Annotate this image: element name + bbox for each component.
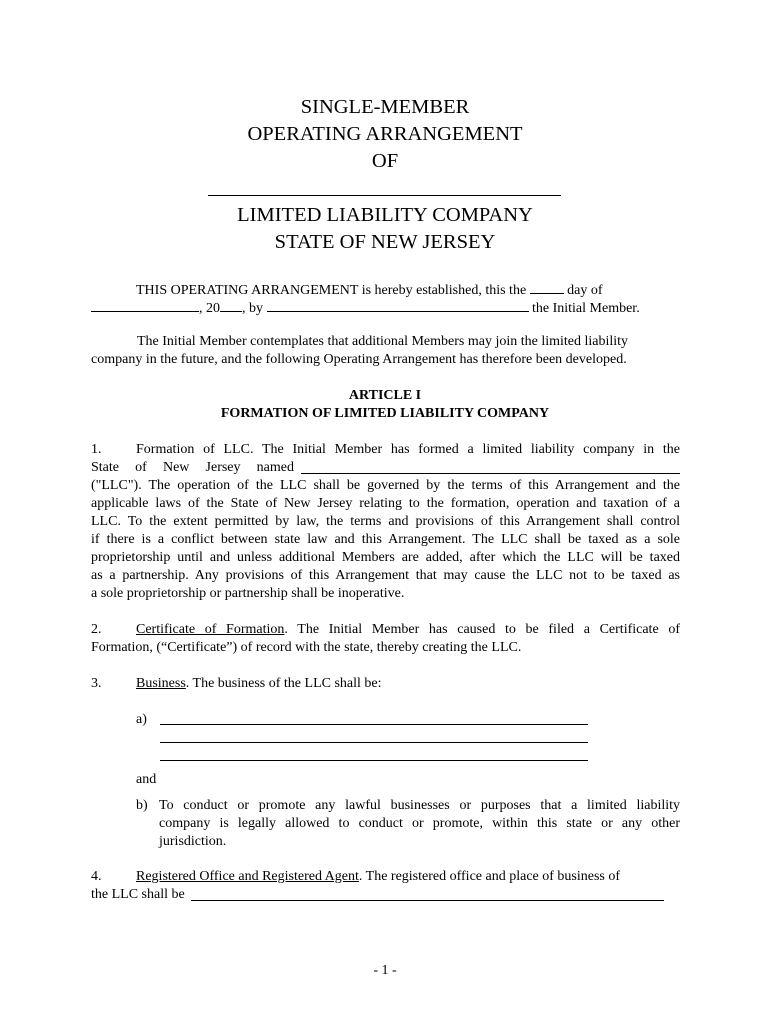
sec2-line-1-rest: . The Initial Member has caused to be filed a Certificate of <box>284 622 680 637</box>
sec1-line-5: LLC. To the extent permitted by law, the terms and provisions of this Arrangement shall control <box>91 514 680 529</box>
initial-member-blank[interactable] <box>267 298 529 312</box>
members-line-1: The Initial Member contemplates that additional Members may join the limited liability <box>137 334 629 349</box>
and-text: and <box>136 772 157 787</box>
intro-text-a: THIS OPERATING ARRANGEMENT is hereby established, this the <box>136 283 527 298</box>
sec1-line-8: as a partnership. Any provisions of this Arrangement that may cause the LLC not to be taxed as <box>91 568 680 583</box>
item-b-label: b) <box>136 798 148 813</box>
sec1-number: 1. <box>91 442 102 457</box>
sec4-heading: Registered Office and Registered Agent <box>136 869 359 884</box>
page-number: - 1 - <box>373 963 397 978</box>
item-b-line-1: To conduct or promote any lawful businesses or purposes that a limited liability <box>159 798 680 813</box>
title-line-3: OF <box>371 150 399 172</box>
sec2-heading: Certificate of Formation <box>136 622 285 637</box>
llc-name-blank[interactable] <box>301 473 680 474</box>
sec3-number: 3. <box>91 676 102 691</box>
sec1-line-2: State of New Jersey named <box>91 460 294 475</box>
sec1-line-6: if there is a conflict between state law and this Arrangement. The LLC shall be taxed as a sole <box>91 532 680 547</box>
month-blank[interactable] <box>91 298 199 312</box>
item-a-label: a) <box>136 712 147 727</box>
title-line-1: SINGLE-MEMBER <box>300 96 470 118</box>
item-b-line-3: jurisdiction. <box>159 834 227 849</box>
company-name-blank[interactable] <box>208 195 561 196</box>
sec1-line-9: a sole proprietorship or partnership shall be inoperative. <box>91 586 405 601</box>
sec4-number: 4. <box>91 869 102 884</box>
business-blank-3[interactable] <box>160 760 588 761</box>
intro-text-b: day of <box>567 283 603 298</box>
sec2-line-2: Formation, (“Certificate”) of record with the state, thereby creating the LLC. <box>91 640 522 655</box>
sec4-line-2: the LLC shall be <box>91 887 185 902</box>
sec3-line-1 <box>136 675 382 693</box>
business-blank-2[interactable] <box>160 742 588 743</box>
registered-office-blank[interactable] <box>191 900 664 901</box>
sec1-line-7: proprietorship until and unless additional Members are added, after which the LLC will be taxed <box>91 550 680 565</box>
sec2-number: 2. <box>91 622 102 637</box>
title-line-2: OPERATING ARRANGEMENT <box>247 123 523 145</box>
subtitle-line-1: LIMITED LIABILITY COMPANY <box>237 204 533 226</box>
business-blank-1[interactable] <box>160 724 588 725</box>
sec1-line-3: ("LLC"). The operation of the LLC shall be governed by the terms of this Arrangement and the <box>91 478 680 493</box>
subtitle-line-2: STATE OF NEW JERSEY <box>274 231 496 253</box>
sec2-line-1 <box>136 621 680 639</box>
intro-text-c: , 20 <box>199 301 220 316</box>
members-line-2: company in the future, and the following Operating Arrangement has therefore been developed. <box>91 352 627 367</box>
sec4-line-1 <box>136 868 620 886</box>
sec1-line-4: applicable laws of the State of New Jersey relating to the formation, operation and taxation of a <box>91 496 680 511</box>
article-number: ARTICLE I <box>348 388 422 403</box>
sec3-line-1-rest: . The business of the LLC shall be: <box>185 676 382 691</box>
intro-line-2 <box>91 298 640 318</box>
year-blank[interactable] <box>220 298 242 312</box>
intro-text-d: , by <box>242 301 263 316</box>
article-heading: FORMATION OF LIMITED LIABILITY COMPANY <box>220 406 550 421</box>
item-b-line-2: company is legally allowed to conduct or promote, within this state or any other <box>159 816 680 831</box>
day-blank[interactable] <box>530 280 564 294</box>
intro-line-1 <box>136 280 603 300</box>
sec3-heading: Business <box>136 676 186 691</box>
intro-text-e: the Initial Member. <box>532 301 640 316</box>
sec4-line-1-rest: . The registered office and place of business of <box>358 869 621 884</box>
sec1-line-1: Formation of LLC. The Initial Member has formed a limited liability company in the <box>136 442 680 457</box>
